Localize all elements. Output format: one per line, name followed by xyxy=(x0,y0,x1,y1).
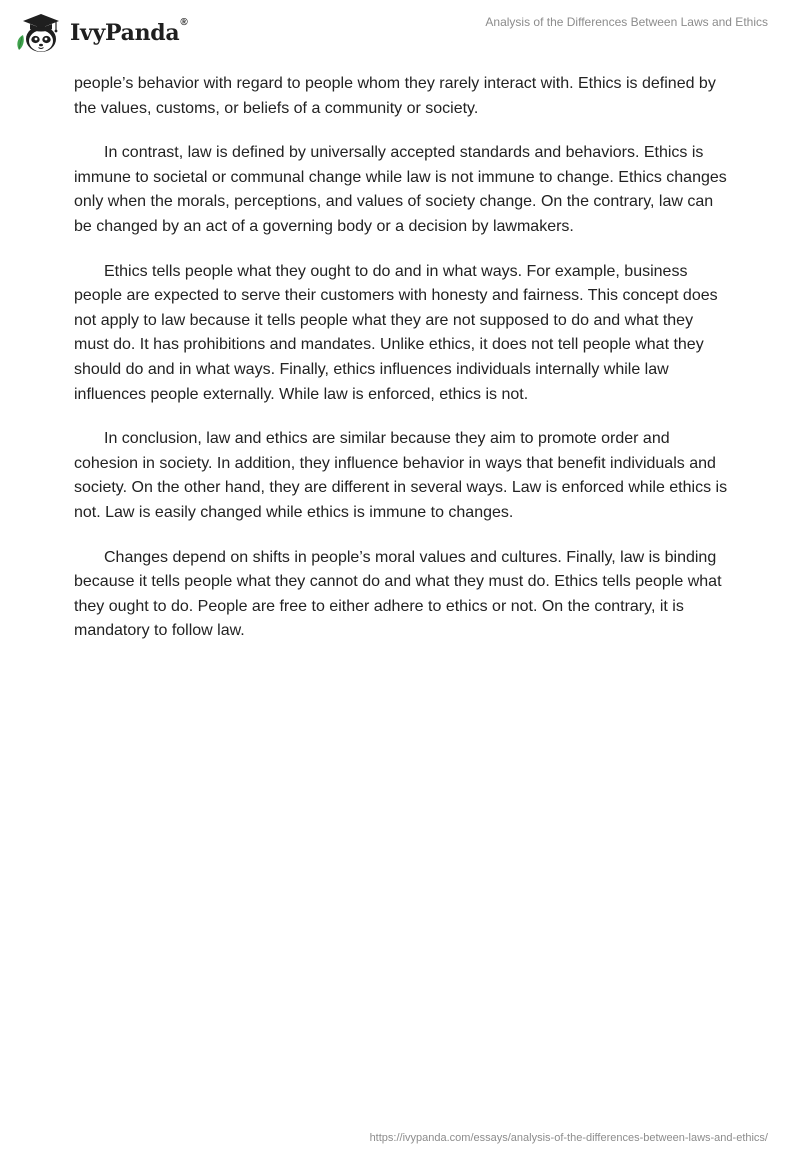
logo[interactable] xyxy=(14,8,187,56)
registered-mark: ® xyxy=(180,17,188,28)
document-title: Analysis of the Differences Between Laws and Ethics xyxy=(485,15,768,29)
essay-body xyxy=(74,72,728,664)
paragraph: In contrast, law is defined by universally accepted standards and behaviors. Ethics is immune to societal or communal change while law is not immune to change. Ethics changes only when the morals, perceptions, and values of society change. On the contrary, law can be changed by an act of a governing body or a decision by lawmakers. xyxy=(74,144,727,235)
logo-text: IvyPanda® xyxy=(70,17,188,46)
page-header xyxy=(0,0,800,70)
source-url[interactable]: https://ivypanda.com/essays/analysis-of-the-differences-between-laws-and-ethics/ xyxy=(369,1132,768,1144)
paragraph: Changes depend on shifts in people’s moral values and cultures. Finally, law is binding because it tells people what they cannot do and what they must do. Ethics tells people what they ought to do. People are free to either adhere to ethics or not. On the contrary, it is mandatory to follow law. xyxy=(74,548,722,640)
paragraph: people’s behavior with regard to people whom they rarely interact with. Ethics is defined by the values, customs, or beliefs of a community or society. xyxy=(74,75,716,117)
paragraph: Ethics tells people what they ought to do and in what ways. For example, business people are expected to serve their customers with honesty and fairness. This concept does not apply to law because it tells people what they are not supposed to do and what they must do. It has prohibitions and mandates. Unlike ethics, it does not tell people what they should do and in what ways. Finally, ethics influences individuals internally while law influences people externally. While law is enforced, ethics is not. xyxy=(74,262,718,403)
paragraph: In conclusion, law and ethics are similar because they aim to promote order and cohesion in society. In addition, they influence behavior in ways that benefit individuals and society. On the other hand, they are different in several ways. Law is enforced while ethics is not. Law is easily changed while ethics is immune to changes. xyxy=(74,430,728,521)
panda-graduation-cap-icon xyxy=(14,8,64,56)
